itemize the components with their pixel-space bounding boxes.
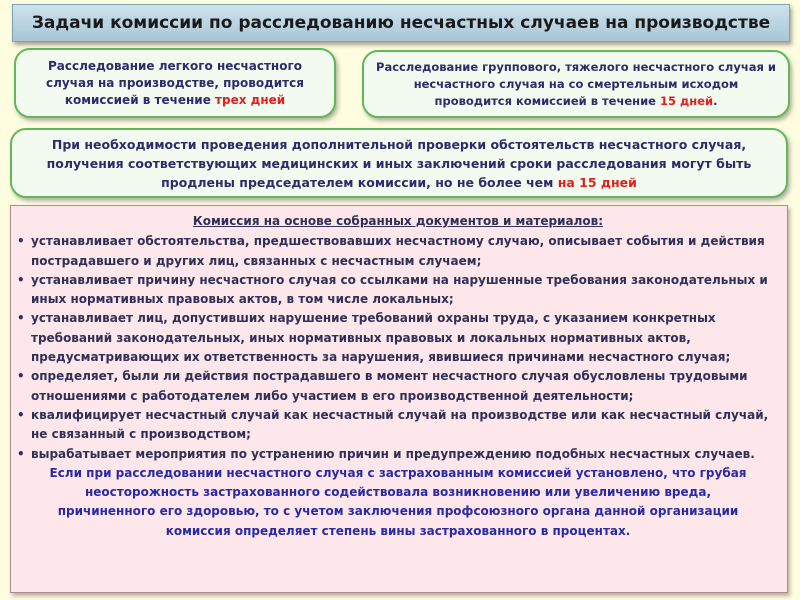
extension-highlight: на 15 дней <box>557 174 637 190</box>
light-accident-box <box>14 48 336 118</box>
list-item-text: квалифицирует несчастный случай как несчастный случай на производстве или как несчастный случай, не связанный с производством; <box>31 407 769 442</box>
bullet-icon: • <box>17 407 25 422</box>
list-item-text: устанавливает лиц, допустивших нарушение требований охраны труда, с указанием конкретных требований законодательных, иных нормативных правовых и локальных нормативных актов, предусматривающих их ответственность за нарушения, явившиеся причинами несчастного случая; <box>31 311 731 365</box>
group-accident-text <box>374 59 778 110</box>
group-accident-end: . <box>713 93 718 108</box>
bullet-icon: • <box>17 446 25 461</box>
group-accident-body: Расследование группового, тяжелого несчастного случая и несчастного случая на со смертельным исходом проводится комиссией в течение <box>376 59 776 108</box>
slide-title-text: Задачи комиссии по расследованию несчастных случаев на производстве <box>31 13 771 33</box>
extension-text <box>42 135 756 192</box>
bullet-icon: • <box>17 311 25 326</box>
slide-title <box>12 4 790 42</box>
list-item-text: определяет, были ли действия пострадавшего в момент несчастного случая обусловлены трудовыми отношениями с работодателем либо участием в его производственной деятельности; <box>31 369 748 403</box>
list-item <box>17 309 779 367</box>
list-item <box>17 232 779 271</box>
list-item-text: устанавливает обстоятельства, предшествовавших несчастному случаю, описывает события и действия пострадавшего и других лиц, связанных с несчастным случаем; <box>31 234 765 268</box>
group-accident-box <box>362 50 790 118</box>
bullet-icon: • <box>17 369 25 384</box>
commission-tasks-panel <box>10 205 788 593</box>
bullet-icon: • <box>17 234 25 249</box>
list-item <box>17 445 779 464</box>
list-item-text: устанавливает причину несчастного случая со ссылками на нарушенные требования законодательных и иных нормативных правовых актов, в том числе локальных; <box>31 272 768 307</box>
commission-tasks-heading: Комиссия на основе собранных документов и материалов: <box>192 214 604 228</box>
light-accident-body: Расследование легкого несчастного случая на производстве, проводится комиссией в течение <box>46 58 304 107</box>
list-item <box>17 367 779 406</box>
list-item <box>17 406 779 445</box>
list-item <box>17 271 779 310</box>
bullet-icon: • <box>17 272 25 287</box>
list-item-text: вырабатывает мероприятия по устранению причин и предупреждению подобных несчастных случаев. <box>31 446 755 461</box>
light-accident-highlight: трех дней <box>215 92 286 107</box>
extension-box <box>10 128 788 198</box>
group-accident-highlight: 15 дней <box>659 93 714 108</box>
commission-tasks-list <box>17 232 779 464</box>
light-accident-text <box>28 58 322 109</box>
extension-body: При необходимости проведения дополнительной проверки обстоятельств несчастного случая, получения соответствующих медицинских и иных заключений сроки расследования могут быть продлены председателем комиссии, но не более чем <box>46 136 752 190</box>
closing-paragraph: Если при расследовании несчастного случая с застрахованным комиссией установлено, что грубая неосторожность застрахованного содействовала возникновению или увеличению вреда, причиненного его здоровью, то с учетом заключения профсоюзного органа данной организации комиссия определяет степень вины застрахованного в процентах. <box>49 465 747 538</box>
